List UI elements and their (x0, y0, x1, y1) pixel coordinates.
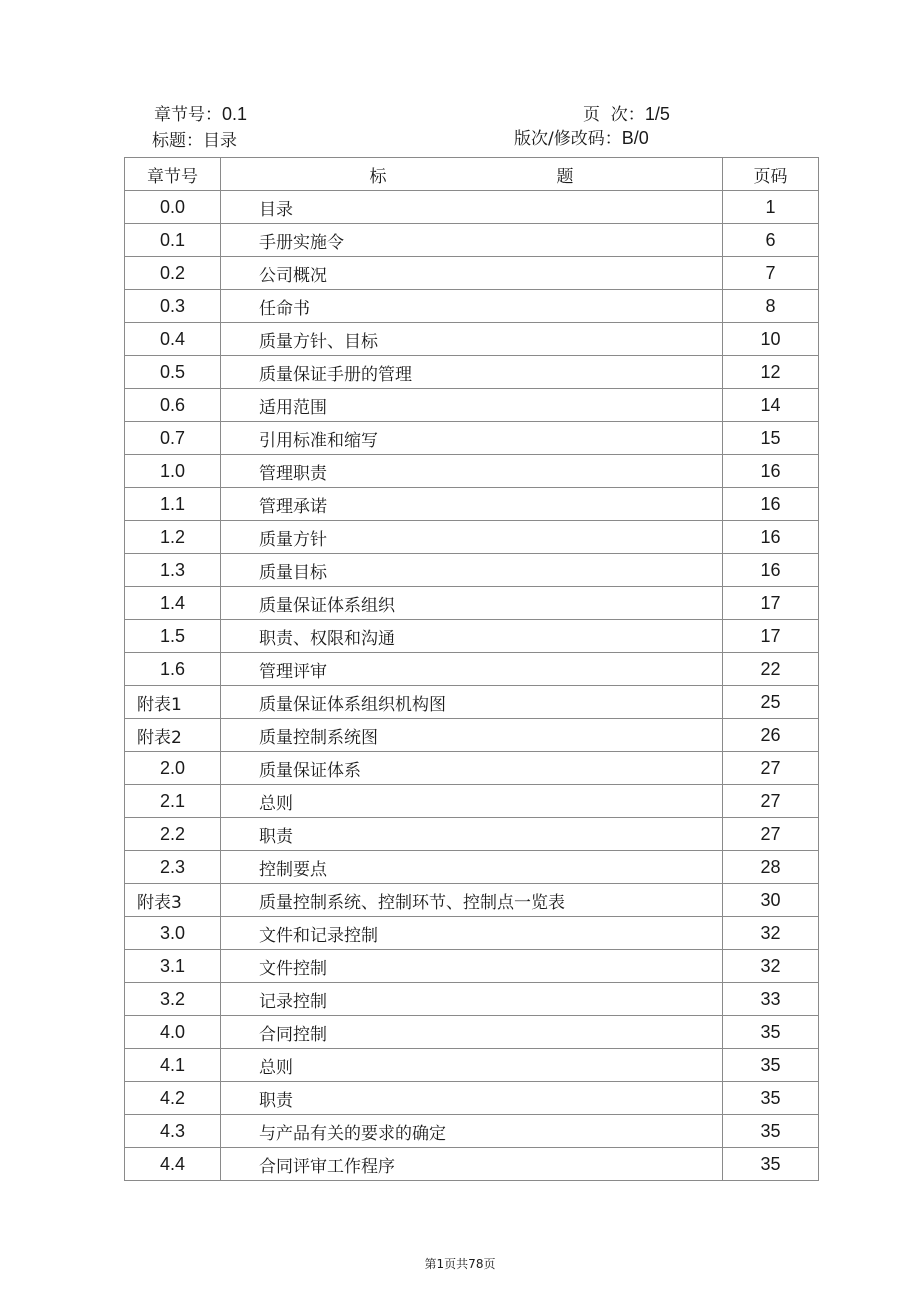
toc-entry-title: 管理评审 (221, 653, 723, 686)
toc-section-number: 0.2 (125, 257, 221, 290)
version-code (514, 128, 649, 149)
toc-row (125, 191, 819, 224)
toc-section-number: 4.1 (125, 1049, 221, 1082)
toc-entry-title: 质量保证体系组织 (221, 587, 723, 620)
toc-section-number: 0.6 (125, 389, 221, 422)
toc-page-number: 16 (723, 521, 819, 554)
toc-entry-title: 质量方针、目标 (221, 323, 723, 356)
toc-entry-title: 总则 (221, 785, 723, 818)
toc-page-number: 35 (723, 1049, 819, 1082)
toc-header-row (125, 158, 819, 191)
toc-row (125, 851, 819, 884)
toc-entry-title: 质量目标 (221, 554, 723, 587)
toc-section-number: 1.0 (125, 455, 221, 488)
version-code-value: B/0 (621, 128, 649, 148)
toc-row (125, 1016, 819, 1049)
page-count-value: 1/5 (644, 104, 670, 124)
toc-row (125, 422, 819, 455)
toc-section-number: 1.3 (125, 554, 221, 587)
toc-page-number: 16 (723, 554, 819, 587)
toc-page-number: 1 (723, 191, 819, 224)
toc-page-number: 16 (723, 488, 819, 521)
toc-entry-title: 引用标准和缩写 (221, 422, 723, 455)
toc-entry-title: 记录控制 (221, 983, 723, 1016)
toc-section-number: 1.4 (125, 587, 221, 620)
column-header-section: 章节号 (125, 158, 221, 191)
column-header-page: 页码 (723, 158, 819, 191)
toc-entry-title: 手册实施令 (221, 224, 723, 257)
toc-entry-title: 质量保证体系 (221, 752, 723, 785)
toc-section-number: 0.0 (125, 191, 221, 224)
toc-page-number: 27 (723, 818, 819, 851)
toc-section-number: 1.6 (125, 653, 221, 686)
document-title-label: 标题： (152, 131, 203, 151)
toc-page-number: 7 (723, 257, 819, 290)
toc-section-number: 2.1 (125, 785, 221, 818)
toc-row (125, 323, 819, 356)
toc-section-number: 附表1 (125, 686, 221, 719)
toc-entry-title: 职责 (221, 1082, 723, 1115)
toc-entry-title: 文件和记录控制 (221, 917, 723, 950)
toc-row (125, 389, 819, 422)
toc-page-number: 16 (723, 455, 819, 488)
toc-page-number: 10 (723, 323, 819, 356)
toc-page-number: 32 (723, 917, 819, 950)
toc-row (125, 290, 819, 323)
toc-row (125, 818, 819, 851)
toc-row (125, 719, 819, 752)
toc-entry-title: 合同评审工作程序 (221, 1148, 723, 1181)
toc-section-number: 4.2 (125, 1082, 221, 1115)
toc-table (124, 157, 819, 1181)
toc-entry-title: 与产品有关的要求的确定 (221, 1115, 723, 1148)
toc-body (125, 191, 819, 1181)
toc-section-number: 附表3 (125, 884, 221, 917)
toc-section-number: 1.1 (125, 488, 221, 521)
toc-page-number: 35 (723, 1016, 819, 1049)
toc-section-number: 2.3 (125, 851, 221, 884)
toc-entry-title: 控制要点 (221, 851, 723, 884)
version-code-label: 版次/修改码： (514, 129, 622, 149)
toc-row (125, 917, 819, 950)
section-number-value: 0.1 (222, 104, 248, 124)
toc-page-number: 28 (723, 851, 819, 884)
toc-page-number: 8 (723, 290, 819, 323)
document-title-value: 目录 (203, 131, 237, 151)
section-number (154, 104, 247, 125)
toc-entry-title: 管理职责 (221, 455, 723, 488)
column-header-title (221, 158, 723, 191)
toc-section-number: 附表2 (125, 719, 221, 752)
document-title (152, 131, 237, 151)
toc-page-number: 17 (723, 587, 819, 620)
toc-row (125, 356, 819, 389)
page-footer: 第1页共78页 (424, 1257, 496, 1271)
toc-row (125, 224, 819, 257)
toc-row (125, 983, 819, 1016)
toc-section-number: 0.4 (125, 323, 221, 356)
toc-row (125, 554, 819, 587)
toc-row (125, 521, 819, 554)
toc-section-number: 1.2 (125, 521, 221, 554)
toc-page-number: 35 (723, 1148, 819, 1181)
toc-entry-title: 适用范围 (221, 389, 723, 422)
toc-section-number: 3.1 (125, 950, 221, 983)
toc-entry-title: 职责 (221, 818, 723, 851)
column-header-title-right: 题 (556, 166, 574, 187)
toc-page-number: 25 (723, 686, 819, 719)
toc-row (125, 1049, 819, 1082)
toc-page-number: 27 (723, 752, 819, 785)
toc-entry-title: 质量控制系统、控制环节、控制点一览表 (221, 884, 723, 917)
toc-entry-title: 质量控制系统图 (221, 719, 723, 752)
toc-page-number: 12 (723, 356, 819, 389)
toc-row (125, 455, 819, 488)
toc-page-number: 35 (723, 1115, 819, 1148)
section-number-label: 章节号： (154, 105, 222, 125)
column-header-title-left: 标 (369, 166, 387, 187)
toc-page-number: 30 (723, 884, 819, 917)
toc-row (125, 587, 819, 620)
toc-row (125, 257, 819, 290)
toc-section-number: 2.2 (125, 818, 221, 851)
toc-row (125, 653, 819, 686)
toc-entry-title: 合同控制 (221, 1016, 723, 1049)
toc-section-number: 3.2 (125, 983, 221, 1016)
toc-page-number: 32 (723, 950, 819, 983)
toc-page-number: 33 (723, 983, 819, 1016)
toc-page-number: 14 (723, 389, 819, 422)
toc-page-number: 17 (723, 620, 819, 653)
toc-page-number: 35 (723, 1082, 819, 1115)
toc-page-number: 27 (723, 785, 819, 818)
toc-section-number: 0.5 (125, 356, 221, 389)
toc-entry-title: 目录 (221, 191, 723, 224)
toc-row (125, 1148, 819, 1181)
toc-row (125, 1115, 819, 1148)
toc-section-number: 3.0 (125, 917, 221, 950)
toc-entry-title: 质量保证体系组织机构图 (221, 686, 723, 719)
page-count-label: 页 次： (583, 105, 645, 125)
toc-row (125, 950, 819, 983)
toc-entry-title: 管理承诺 (221, 488, 723, 521)
toc-section-number: 4.0 (125, 1016, 221, 1049)
toc-entry-title: 质量保证手册的管理 (221, 356, 723, 389)
toc-row (125, 1082, 819, 1115)
toc-entry-title: 总则 (221, 1049, 723, 1082)
toc-row (125, 620, 819, 653)
toc-page-number: 15 (723, 422, 819, 455)
toc-entry-title: 公司概况 (221, 257, 723, 290)
toc-page-number: 6 (723, 224, 819, 257)
toc-page-number: 22 (723, 653, 819, 686)
toc-section-number: 4.4 (125, 1148, 221, 1181)
toc-entry-title: 职责、权限和沟通 (221, 620, 723, 653)
toc-section-number: 0.1 (125, 224, 221, 257)
toc-section-number: 2.0 (125, 752, 221, 785)
toc-entry-title: 文件控制 (221, 950, 723, 983)
toc-row (125, 785, 819, 818)
toc-row (125, 752, 819, 785)
toc-row (125, 488, 819, 521)
toc-section-number: 4.3 (125, 1115, 221, 1148)
toc-entry-title: 任命书 (221, 290, 723, 323)
toc-row (125, 884, 819, 917)
toc-section-number: 1.5 (125, 620, 221, 653)
toc-section-number: 0.7 (125, 422, 221, 455)
toc-page-number: 26 (723, 719, 819, 752)
toc-row (125, 686, 819, 719)
toc-entry-title: 质量方针 (221, 521, 723, 554)
toc-section-number: 0.3 (125, 290, 221, 323)
page-count (583, 104, 670, 125)
